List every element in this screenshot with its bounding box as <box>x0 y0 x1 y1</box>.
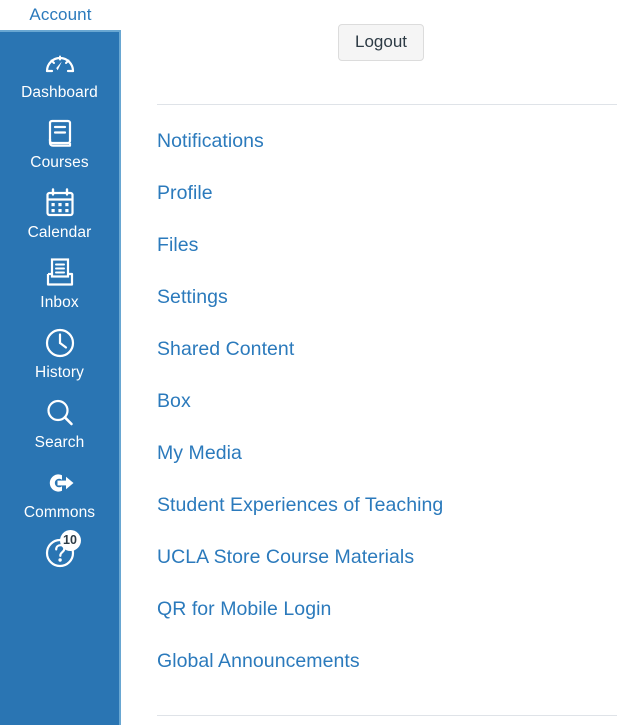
global-navigation <box>0 30 121 725</box>
sidebar-item-label: Dashboard <box>21 84 98 101</box>
sidebar-item-label: Inbox <box>40 294 79 311</box>
sidebar-item-label: Courses <box>30 154 89 171</box>
divider-top <box>157 104 617 105</box>
list-item <box>157 544 627 596</box>
account-heading: Account <box>0 0 121 30</box>
list-item <box>157 180 627 232</box>
account-link-box[interactable]: Box <box>157 390 191 412</box>
account-link-files[interactable]: Files <box>157 234 199 256</box>
help-icon-wrapper <box>0 533 119 572</box>
sidebar-item-label: Calendar <box>27 224 92 241</box>
list-item <box>157 388 627 440</box>
sidebar-item-dashboard[interactable] <box>0 32 119 102</box>
account-link-my-media[interactable]: My Media <box>157 442 242 464</box>
sidebar-item-calendar[interactable] <box>0 172 119 242</box>
divider-bottom <box>157 715 617 716</box>
search-magnifier-icon <box>0 396 119 432</box>
account-link-global-announcements[interactable]: Global Announcements <box>157 650 360 672</box>
list-item <box>157 336 627 388</box>
sidebar-item-commons[interactable] <box>0 452 119 522</box>
sidebar-item-courses[interactable] <box>0 102 119 172</box>
list-item <box>157 284 627 336</box>
account-link-settings[interactable]: Settings <box>157 286 228 308</box>
help-badge-count: 10 <box>60 530 81 551</box>
sidebar-item-history[interactable] <box>0 312 119 382</box>
account-link-ucla-store-course-materials[interactable]: UCLA Store Course Materials <box>157 546 415 568</box>
history-clock-icon <box>0 326 119 362</box>
sidebar-item-help[interactable] <box>0 522 119 572</box>
calendar-icon <box>0 186 119 222</box>
account-link-shared-content[interactable]: Shared Content <box>157 338 295 360</box>
list-item <box>157 232 627 284</box>
list-item <box>157 440 627 492</box>
list-item <box>157 648 627 700</box>
sidebar-item-search[interactable] <box>0 382 119 452</box>
sidebar-item-label: Search <box>34 434 85 451</box>
sidebar-item-inbox[interactable] <box>0 242 119 312</box>
dashboard-gauge-icon <box>0 46 119 82</box>
courses-book-icon <box>0 116 119 152</box>
account-link-profile[interactable]: Profile <box>157 182 213 204</box>
logout-row <box>121 24 641 61</box>
account-content <box>121 0 641 725</box>
account-link-notifications[interactable]: Notifications <box>157 130 264 152</box>
list-item <box>157 128 627 180</box>
account-link-qr-for-mobile-login[interactable]: QR for Mobile Login <box>157 598 332 620</box>
help-question-icon <box>43 533 77 570</box>
account-link-student-experiences-of-teaching[interactable]: Student Experiences of Teaching <box>157 494 444 516</box>
logout-button[interactable]: Logout <box>338 24 424 61</box>
list-item <box>157 596 627 648</box>
sidebar-item-label: Commons <box>23 504 96 521</box>
list-item <box>157 492 627 544</box>
inbox-tray-icon <box>0 256 119 292</box>
sidebar-item-label: History <box>35 364 84 381</box>
commons-arrow-icon <box>0 466 119 502</box>
account-menu-list <box>157 128 627 700</box>
